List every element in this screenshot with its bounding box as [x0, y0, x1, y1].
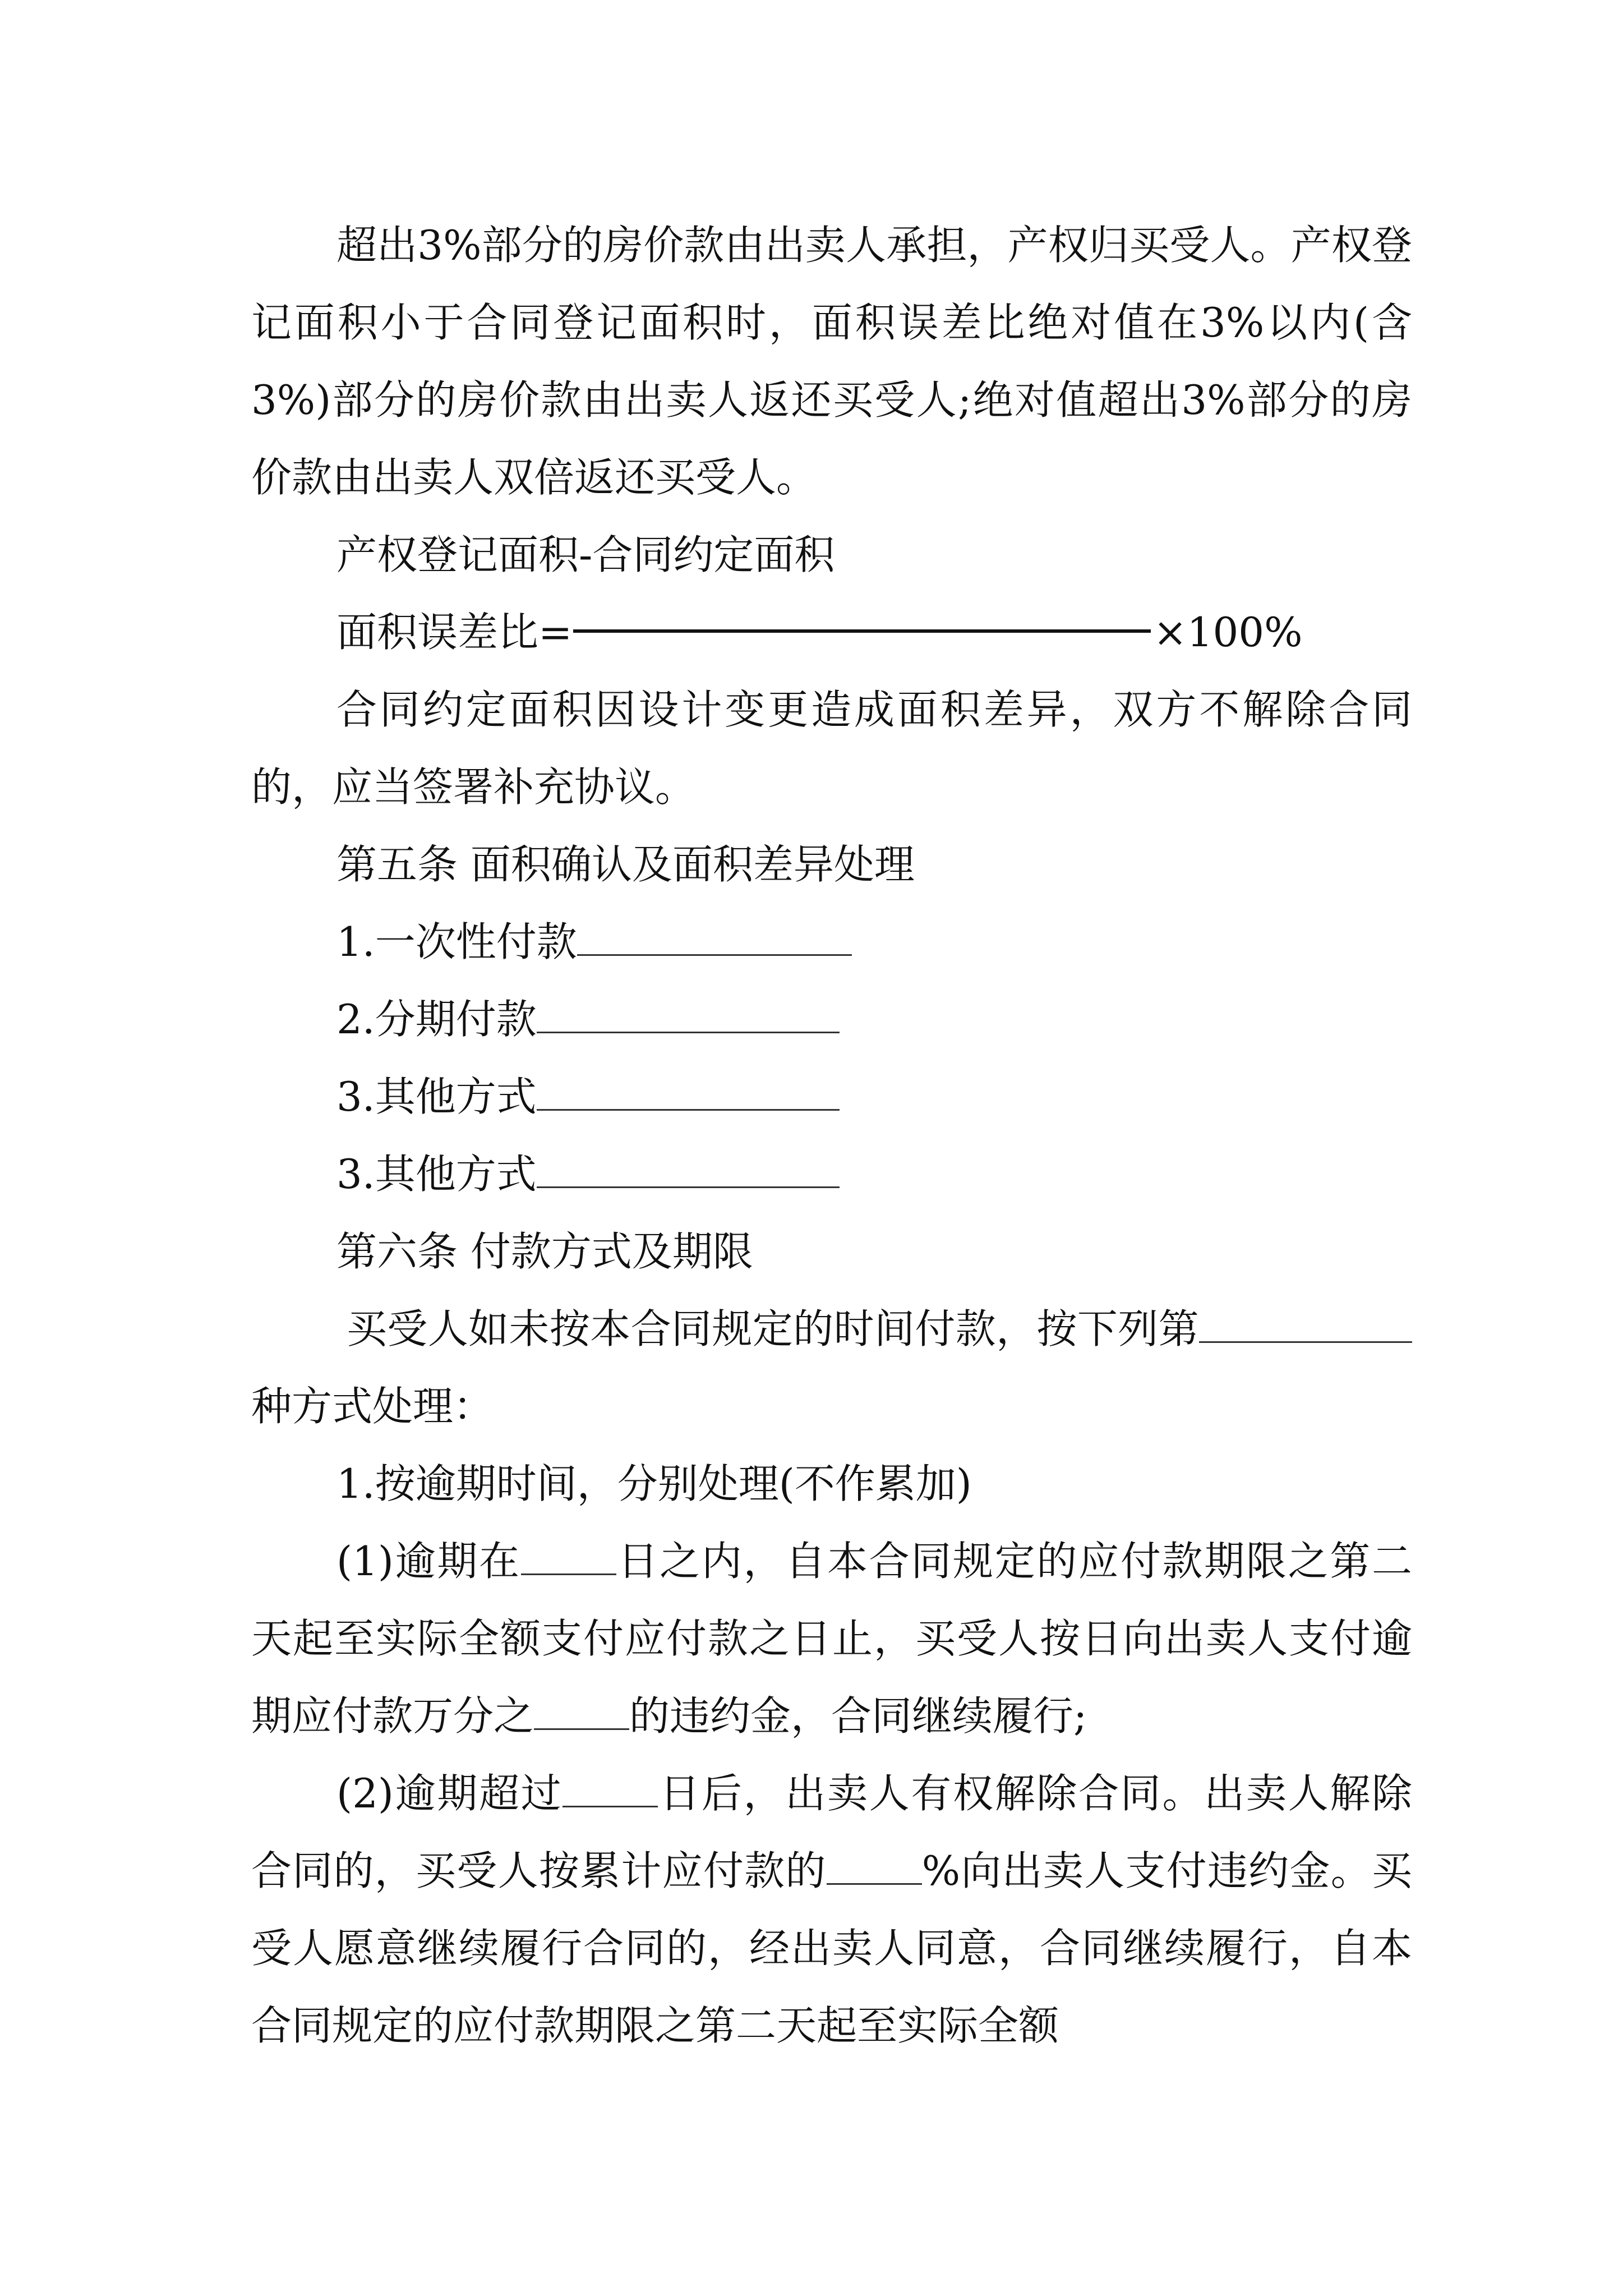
payment-option-1-blank: [577, 921, 852, 956]
formula-suffix: ×100%: [1153, 609, 1303, 656]
item-1-2-text-c: %向出卖人支付违约金。买受人愿意继续履行合同的，经出卖人同意，合同继续履行，自本合同规定的应付款期限之第二天起至实际全额: [251, 1847, 1412, 2049]
payment-option-3: [251, 1058, 1412, 1135]
payment-option-3-blank: [537, 1075, 840, 1111]
payment-option-4-blank: [537, 1153, 840, 1188]
late-payment-method-blank: [1199, 1308, 1412, 1343]
paragraph-design-change: 合同约定面积因设计变更造成面积差异，双方不解除合同的，应当签署补充协议。: [251, 686, 1412, 811]
item-1-2-days-blank: [562, 1772, 658, 1807]
item-1-1: [251, 1522, 1412, 1755]
item-1-2-text-b: 日后，出卖人有权解除合同。出卖人解除合同的，买受人按累计应付款的: [251, 1770, 1412, 1894]
payment-option-2: [251, 981, 1412, 1058]
item-1: 1.按逾期时间，分别处理(不作累加): [336, 1460, 972, 1507]
article-6-title: 第六条 付款方式及期限: [336, 1228, 753, 1275]
payment-option-2-blank: [537, 998, 840, 1033]
item-1-1-rate-blank: [534, 1695, 629, 1730]
fraction-bar: [573, 629, 1151, 633]
payment-option-3-label: 3.其他方式: [336, 1073, 537, 1120]
payment-option-2-label: 2.分期付款: [336, 996, 537, 1043]
formula-numerator: 产权登记面积-合同约定面积: [336, 531, 835, 578]
formula-label: 面积误差比=: [336, 609, 573, 656]
payment-option-1-label: 1.一次性付款: [336, 918, 577, 965]
paragraph-area-error-refund: 超出3%部分的房价款由出卖人承担，产权归买受人。产权登记面积小于合同登记面积时，面积误差比绝对值在3%以内(含3%)部分的房价款由出卖人返还买受人;绝对值超出3%部分的房价款由出卖人双倍返还买受人。: [251, 222, 1412, 501]
document-body: [251, 206, 1412, 2064]
article-5-title: 第五条 面积确认及面积差异处理: [336, 841, 915, 888]
late-payment-text-end: 种方式处理：: [251, 1383, 494, 1430]
formula-line: [251, 593, 1412, 671]
item-1-2: [251, 1755, 1412, 2064]
item-1-1-text-a: (1)逾期在: [336, 1538, 521, 1585]
payment-option-4-label: 3.其他方式: [336, 1151, 537, 1198]
item-1-1-days-blank: [521, 1540, 616, 1575]
item-1-2-text-a: (2)逾期超过: [336, 1770, 563, 1817]
item-1-2-percent-blank: [827, 1849, 922, 1885]
item-1-1-text-c: 的违约金，合同继续履行;: [629, 1692, 1087, 1740]
late-payment-text-start: 买受人如未按本合同规定的时间付款，按下列第: [347, 1305, 1199, 1352]
payment-option-1: [251, 903, 1412, 981]
payment-option-4: [251, 1135, 1412, 1213]
paragraph-late-payment: [251, 1290, 1412, 1445]
item-1-1-text-b: 日之内，自本合同规定的应付款期限之第二天起至实际全额支付应付款之日止，买受人按日向出卖人支付逾期应付款万分之: [251, 1538, 1412, 1740]
